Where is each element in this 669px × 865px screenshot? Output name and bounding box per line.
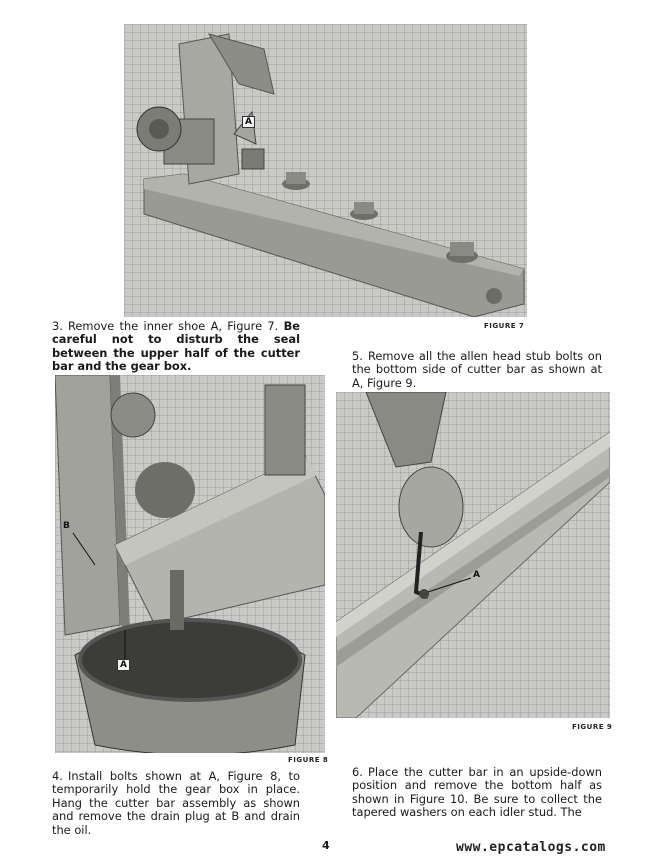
watermark: www.epcatalogs.com xyxy=(456,840,606,855)
cutter-bar-illustration xyxy=(124,24,527,317)
figure-8-label-a: A xyxy=(117,659,130,671)
figure-9-caption: FIGURE 9 xyxy=(572,723,613,731)
figure-9-label-a: A xyxy=(473,570,480,580)
allen-wrench-illustration xyxy=(336,392,610,718)
page-number: 4 xyxy=(322,839,330,852)
figure-8-photo xyxy=(55,375,325,753)
gear-box-illustration xyxy=(55,375,325,753)
figure-7-label-a: A xyxy=(242,116,255,128)
step-6-paragraph xyxy=(352,766,602,820)
figure-8-label-b: B xyxy=(63,521,70,531)
step-6-number: 6. xyxy=(352,765,363,779)
step-5-paragraph xyxy=(352,350,602,390)
step-4-number: 4. xyxy=(52,769,63,783)
step-5-text: Remove all the allen head stub bolts on the bottom side of cutter bar as shown at A, Figure 9. xyxy=(352,349,602,390)
step-3-warning: Be careful not to disturb the seal between the upper half of the cutter bar and the gear box. xyxy=(52,319,300,374)
step-6-text: Place the cutter bar in an upside-down position and remove the bottom half as shown in Figure 10. Be sure to collect the tapered washers on each idler stud. The xyxy=(352,765,602,820)
figure-7-caption: FIGURE 7 xyxy=(484,322,525,330)
step-4-paragraph xyxy=(52,770,300,837)
figure-8-caption: FIGURE 8 xyxy=(288,756,329,764)
figure-7-photo xyxy=(124,24,527,317)
step-4-text: Install bolts shown at A, Figure 8, to temporarily hold the gear box in place. Hang the cutter bar assembly as shown and remove the drain plug at B and drain the oil. xyxy=(52,769,300,837)
step-3-paragraph xyxy=(52,320,300,374)
step-3-text: Remove the inner shoe A, Figure 7. xyxy=(68,319,279,333)
figure-9-photo xyxy=(336,392,610,718)
step-5-number: 5. xyxy=(352,349,363,363)
step-3-number: 3. xyxy=(52,319,63,333)
